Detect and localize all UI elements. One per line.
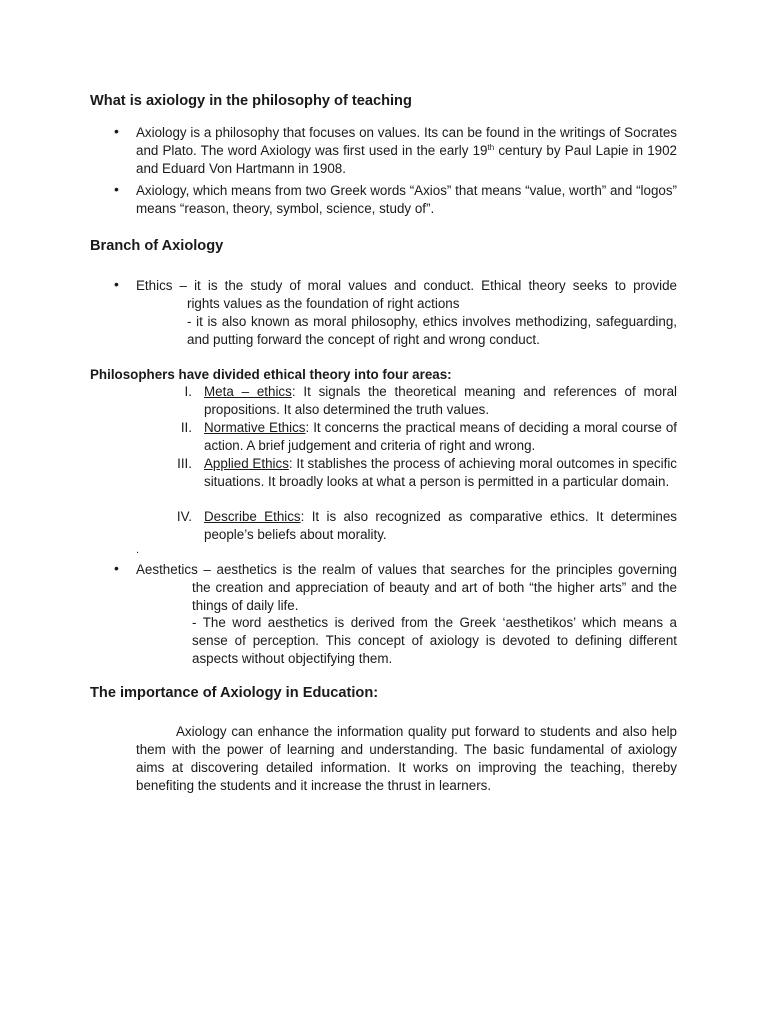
aesthetics-line-1: Aesthetics – aesthetics is the realm of values that searches for the principles governing	[136, 562, 677, 577]
bullet-icon: •	[114, 181, 119, 197]
stray-dot: .	[136, 544, 140, 556]
bullet-icon: •	[114, 123, 119, 139]
aesthetics-para-2: - The word aesthetics is derived from the Greek ‘aesthetikos’ which means a sense of perception. This concept of axiology is devoted to defining different aspects without objectifying them.	[192, 615, 677, 666]
area-number: III.	[177, 456, 192, 471]
area-text: : It stablishes the process of achieving moral outcomes in specific situations. It broadly looks at what a person is permitted in a particular domain.	[204, 456, 677, 489]
area-applied-ethics	[204, 455, 677, 491]
area-number: II.	[180, 420, 192, 435]
importance-paragraph: Axiology can enhance the information quality put forward to students and also help them with the power of learning and understanding. The basic fundamental of axiology aims at discovering detailed information. It works on improving the teaching, thereby benefiting the students and it increase the thrust in learners.	[136, 724, 677, 793]
heading-importance-of-axiology: The importance of Axiology in Education:	[90, 685, 379, 701]
ethics-line-2: rights values as the foundation of right actions	[187, 296, 460, 311]
area-number: IV.	[176, 509, 192, 524]
area-normative-ethics	[204, 419, 677, 455]
bullet-icon: •	[114, 560, 119, 576]
area-number: I.	[184, 384, 192, 399]
area-term: Describe Ethics	[204, 509, 301, 524]
philosophers-heading: Philosophers have divided ethical theory into four areas:	[90, 367, 452, 382]
aesthetics-continuation: the creation and appreciation of beauty and art of both “the higher arts” and the things of daily life.	[192, 580, 677, 613]
bullet-icon: •	[114, 276, 119, 292]
ethics-line-3: - it is also known as moral philosophy, ethics involves methodizing, safeguarding, and putting forward the concept of right and wrong conduct.	[187, 314, 677, 347]
superscript: th	[487, 143, 495, 152]
bullet-axiology-greek: Axiology, which means from two Greek words “Axios” that means “value, worth” and “logos” means “reason, theory, symbol, science, study of”.	[136, 183, 677, 216]
ethics-line-1: Ethics – it is the study of moral values and conduct. Ethical theory seeks to provide	[136, 278, 677, 293]
area-term: Applied Ethics	[204, 456, 289, 471]
heading-what-is-axiology: What is axiology in the philosophy of teaching	[90, 93, 412, 109]
area-text: : It concerns the practical means of deciding a moral course of action. A brief judgement and criteria of right and wrong.	[204, 420, 677, 453]
bullet-text: century by Paul Lapie in 1902 and Eduard Von Hartmann in 1908.	[136, 143, 677, 176]
area-meta-ethics	[204, 383, 677, 419]
area-describe-ethics	[204, 508, 677, 544]
area-term: Normative Ethics	[204, 420, 306, 435]
area-text: : It signals the theoretical meaning and references of moral propositions. It also determined the truth values.	[204, 384, 677, 417]
bullet-text: Axiology is a philosophy that focuses on values. Its can be found in the writings of Socrates and Plato. The word Axiology was first used in the early 19	[136, 125, 677, 158]
heading-branch-of-axiology: Branch of Axiology	[90, 238, 224, 254]
area-text: : It is also recognized as comparative ethics. It determines people’s beliefs about morality.	[204, 509, 677, 542]
area-term: Meta – ethics	[204, 384, 292, 399]
bullet-axiology-definition	[136, 124, 677, 178]
